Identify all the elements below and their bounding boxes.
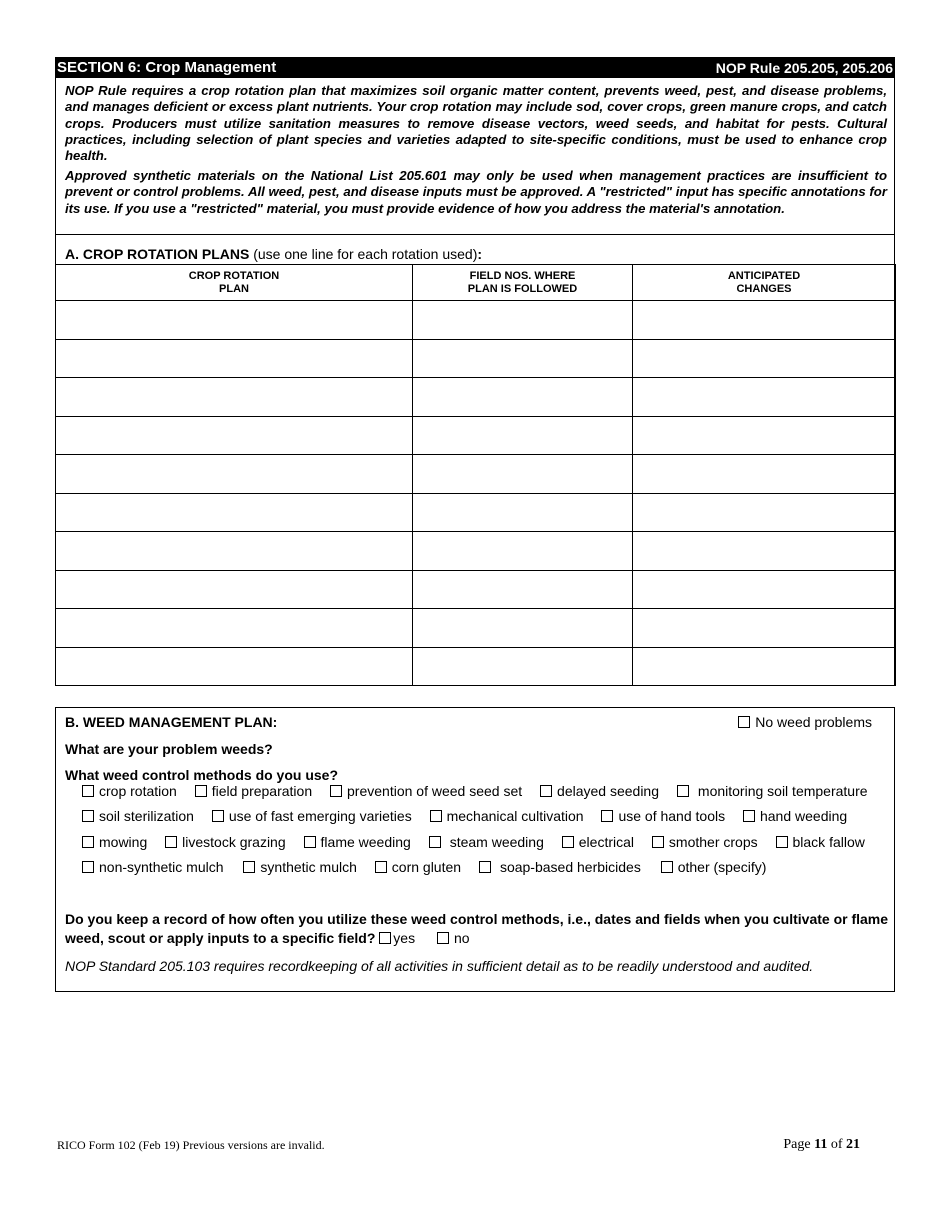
field-nos-cell[interactable] — [413, 301, 633, 340]
crop-rotation-plan-cell[interactable] — [56, 609, 413, 648]
record-no-option[interactable] — [437, 930, 470, 946]
field-nos-cell[interactable] — [413, 570, 633, 609]
weed-management-title: B. WEED MANAGEMENT PLAN: — [65, 714, 278, 730]
field-nos-cell[interactable] — [413, 339, 633, 378]
method-option[interactable]: mowing — [82, 834, 147, 850]
recordkeeping-note: NOP Standard 205.103 requires recordkeeping of all activities in sufficient detail as to be readily understood and audited. — [65, 958, 814, 974]
column-header-crop-rotation-plan: CROP ROTATION PLAN — [56, 265, 413, 301]
method-checkbox[interactable] — [330, 785, 342, 797]
field-nos-cell[interactable] — [413, 609, 633, 648]
method-option[interactable]: synthetic mulch — [243, 859, 356, 875]
crop-rotation-plan-cell[interactable] — [56, 493, 413, 532]
method-checkbox[interactable] — [243, 861, 255, 873]
crop-rotation-table — [55, 264, 896, 686]
anticipated-changes-cell[interactable] — [633, 416, 896, 455]
anticipated-changes-cell[interactable] — [633, 455, 896, 494]
record-no-checkbox[interactable] — [437, 932, 449, 944]
no-weed-problems-option[interactable] — [738, 714, 872, 730]
method-checkbox[interactable] — [82, 836, 94, 848]
method-option[interactable]: electrical — [562, 834, 634, 850]
field-nos-cell[interactable] — [413, 455, 633, 494]
method-option[interactable]: monitoring soil temperature — [677, 783, 868, 799]
table-row — [56, 378, 896, 417]
method-option[interactable]: crop rotation — [82, 783, 177, 799]
form-version-footer: RICO Form 102 (Feb 19) Previous versions are invalid. — [57, 1138, 325, 1152]
record-no-label: no — [453, 930, 470, 946]
table-row — [56, 339, 896, 378]
crop-rotation-plan-cell[interactable] — [56, 301, 413, 340]
method-checkbox[interactable] — [661, 861, 673, 873]
anticipated-changes-cell[interactable] — [633, 339, 896, 378]
weed-methods-row-3 — [82, 834, 865, 850]
method-option[interactable]: soap-based herbicides — [479, 859, 641, 875]
method-option[interactable]: livestock grazing — [165, 834, 286, 850]
anticipated-changes-cell[interactable] — [633, 532, 896, 571]
field-nos-cell[interactable] — [413, 532, 633, 571]
method-checkbox[interactable] — [195, 785, 207, 797]
method-option[interactable]: flame weeding — [304, 834, 411, 850]
table-row — [56, 455, 896, 494]
method-option[interactable]: use of hand tools — [601, 808, 725, 824]
anticipated-changes-cell[interactable] — [633, 301, 896, 340]
crop-rotation-title-colon: : — [477, 246, 483, 262]
method-option[interactable]: mechanical cultivation — [430, 808, 584, 824]
table-row — [56, 570, 896, 609]
method-option[interactable]: hand weeding — [743, 808, 847, 824]
method-checkbox[interactable] — [82, 810, 94, 822]
method-checkbox[interactable] — [652, 836, 664, 848]
crop-rotation-plan-cell[interactable] — [56, 339, 413, 378]
table-row — [56, 493, 896, 532]
crop-rotation-section — [55, 234, 895, 686]
table-row — [56, 647, 896, 686]
method-option[interactable]: use of fast emerging varieties — [212, 808, 412, 824]
method-checkbox[interactable] — [212, 810, 224, 822]
page-number: Page 11 of 21 — [783, 1137, 860, 1152]
field-nos-cell[interactable] — [413, 378, 633, 417]
method-checkbox[interactable] — [540, 785, 552, 797]
method-option[interactable]: prevention of weed seed set — [330, 783, 522, 799]
weed-methods-row-2 — [82, 808, 847, 824]
record-yes-checkbox[interactable] — [379, 932, 391, 944]
crop-rotation-title — [65, 246, 482, 262]
weed-methods-row-1 — [82, 783, 868, 799]
field-nos-cell[interactable] — [413, 493, 633, 532]
table-row — [56, 609, 896, 648]
field-nos-cell[interactable] — [413, 647, 633, 686]
method-checkbox[interactable] — [429, 836, 441, 848]
section-header-bar — [55, 57, 895, 78]
method-option[interactable]: steam weeding — [429, 834, 544, 850]
method-checkbox[interactable] — [677, 785, 689, 797]
weed-methods-question: What weed control methods do you use? — [65, 767, 339, 783]
crop-rotation-plan-cell[interactable] — [56, 647, 413, 686]
crop-rotation-title-note: (use one line for each rotation used) — [249, 246, 478, 262]
anticipated-changes-cell[interactable] — [633, 570, 896, 609]
field-nos-cell[interactable] — [413, 416, 633, 455]
method-option[interactable]: other (specify) — [661, 859, 767, 875]
table-row — [56, 416, 896, 455]
crop-rotation-title-bold: A. CROP ROTATION PLANS — [65, 246, 250, 262]
anticipated-changes-cell[interactable] — [633, 609, 896, 648]
method-checkbox[interactable] — [304, 836, 316, 848]
crop-rotation-plan-cell[interactable] — [56, 532, 413, 571]
table-row — [56, 301, 896, 340]
method-option[interactable]: field preparation — [195, 783, 312, 799]
column-header-field-nos: FIELD NOS. WHERE PLAN IS FOLLOWED — [413, 265, 633, 301]
anticipated-changes-cell[interactable] — [633, 493, 896, 532]
method-checkbox[interactable] — [743, 810, 755, 822]
record-keeping-question-text: Do you keep a record of how often you utilize these weed control methods, i.e., dates and fields when you cultivate or flame weed, scout or apply inputs to a specific field? — [65, 911, 889, 946]
table-header-row — [56, 265, 896, 301]
method-checkbox[interactable] — [165, 836, 177, 848]
intro-paragraph-2: Approved synthetic materials on the National List 205.601 may only be used when management practices are insufficient to prevent or control problems. All weed, pest, and disease inputs must be approved. A "restricted" input has specific annotations for its use. If you use a "restricted" material, you must provide evidence of how you address the material's annotation. — [65, 168, 887, 216]
column-header-anticipated-changes: ANTICIPATED CHANGES — [633, 265, 896, 301]
section-title: SECTION 6: Crop Management — [57, 59, 277, 76]
method-checkbox[interactable] — [776, 836, 788, 848]
method-option[interactable]: corn gluten — [375, 859, 461, 875]
table-row — [56, 532, 896, 571]
method-option[interactable]: soil sterilization — [82, 808, 194, 824]
rule-reference: NOP Rule 205.205, 205.206 — [715, 60, 893, 76]
method-option[interactable]: non-synthetic mulch — [82, 859, 224, 875]
intro-paragraph-1: NOP Rule requires a crop rotation plan that maximizes soil organic matter content, prevents weed, pest, and disease problems, and manages deficient or excess plant nutrients. Your crop rotation may include sod, cover crops, green manure crops, and catch crops. Producers must utilize sanitation measures to remove disease vectors, weed seeds, and habitat for pests. Cultural practices, including selection of plant species and varieties adapted to site-specific conditions, must be used to enhance crop health. — [65, 83, 887, 164]
method-checkbox[interactable] — [82, 861, 94, 873]
problem-weeds-question: What are your problem weeds? — [65, 741, 273, 757]
crop-rotation-plan-cell[interactable] — [56, 455, 413, 494]
method-option[interactable]: black fallow — [776, 834, 865, 850]
method-checkbox[interactable] — [82, 785, 94, 797]
record-yes-label: yes — [393, 930, 416, 946]
method-option[interactable]: smother crops — [652, 834, 758, 850]
method-checkbox[interactable] — [562, 836, 574, 848]
no-weed-problems-label: No weed problems — [755, 714, 872, 730]
method-checkbox[interactable] — [479, 861, 491, 873]
method-checkbox[interactable] — [375, 861, 387, 873]
method-option[interactable]: delayed seeding — [540, 783, 659, 799]
anticipated-changes-cell[interactable] — [633, 647, 896, 686]
weed-management-section — [55, 707, 895, 992]
intro-box — [55, 78, 895, 235]
crop-rotation-plan-cell[interactable] — [56, 570, 413, 609]
method-checkbox[interactable] — [601, 810, 613, 822]
crop-rotation-plan-cell[interactable] — [56, 416, 413, 455]
record-yes-option[interactable] — [379, 930, 415, 946]
no-weed-problems-checkbox[interactable] — [738, 716, 750, 728]
anticipated-changes-cell[interactable] — [633, 378, 896, 417]
method-checkbox[interactable] — [430, 810, 442, 822]
record-keeping-question — [65, 910, 891, 948]
crop-rotation-plan-cell[interactable] — [56, 378, 413, 417]
weed-methods-row-4 — [82, 859, 766, 875]
